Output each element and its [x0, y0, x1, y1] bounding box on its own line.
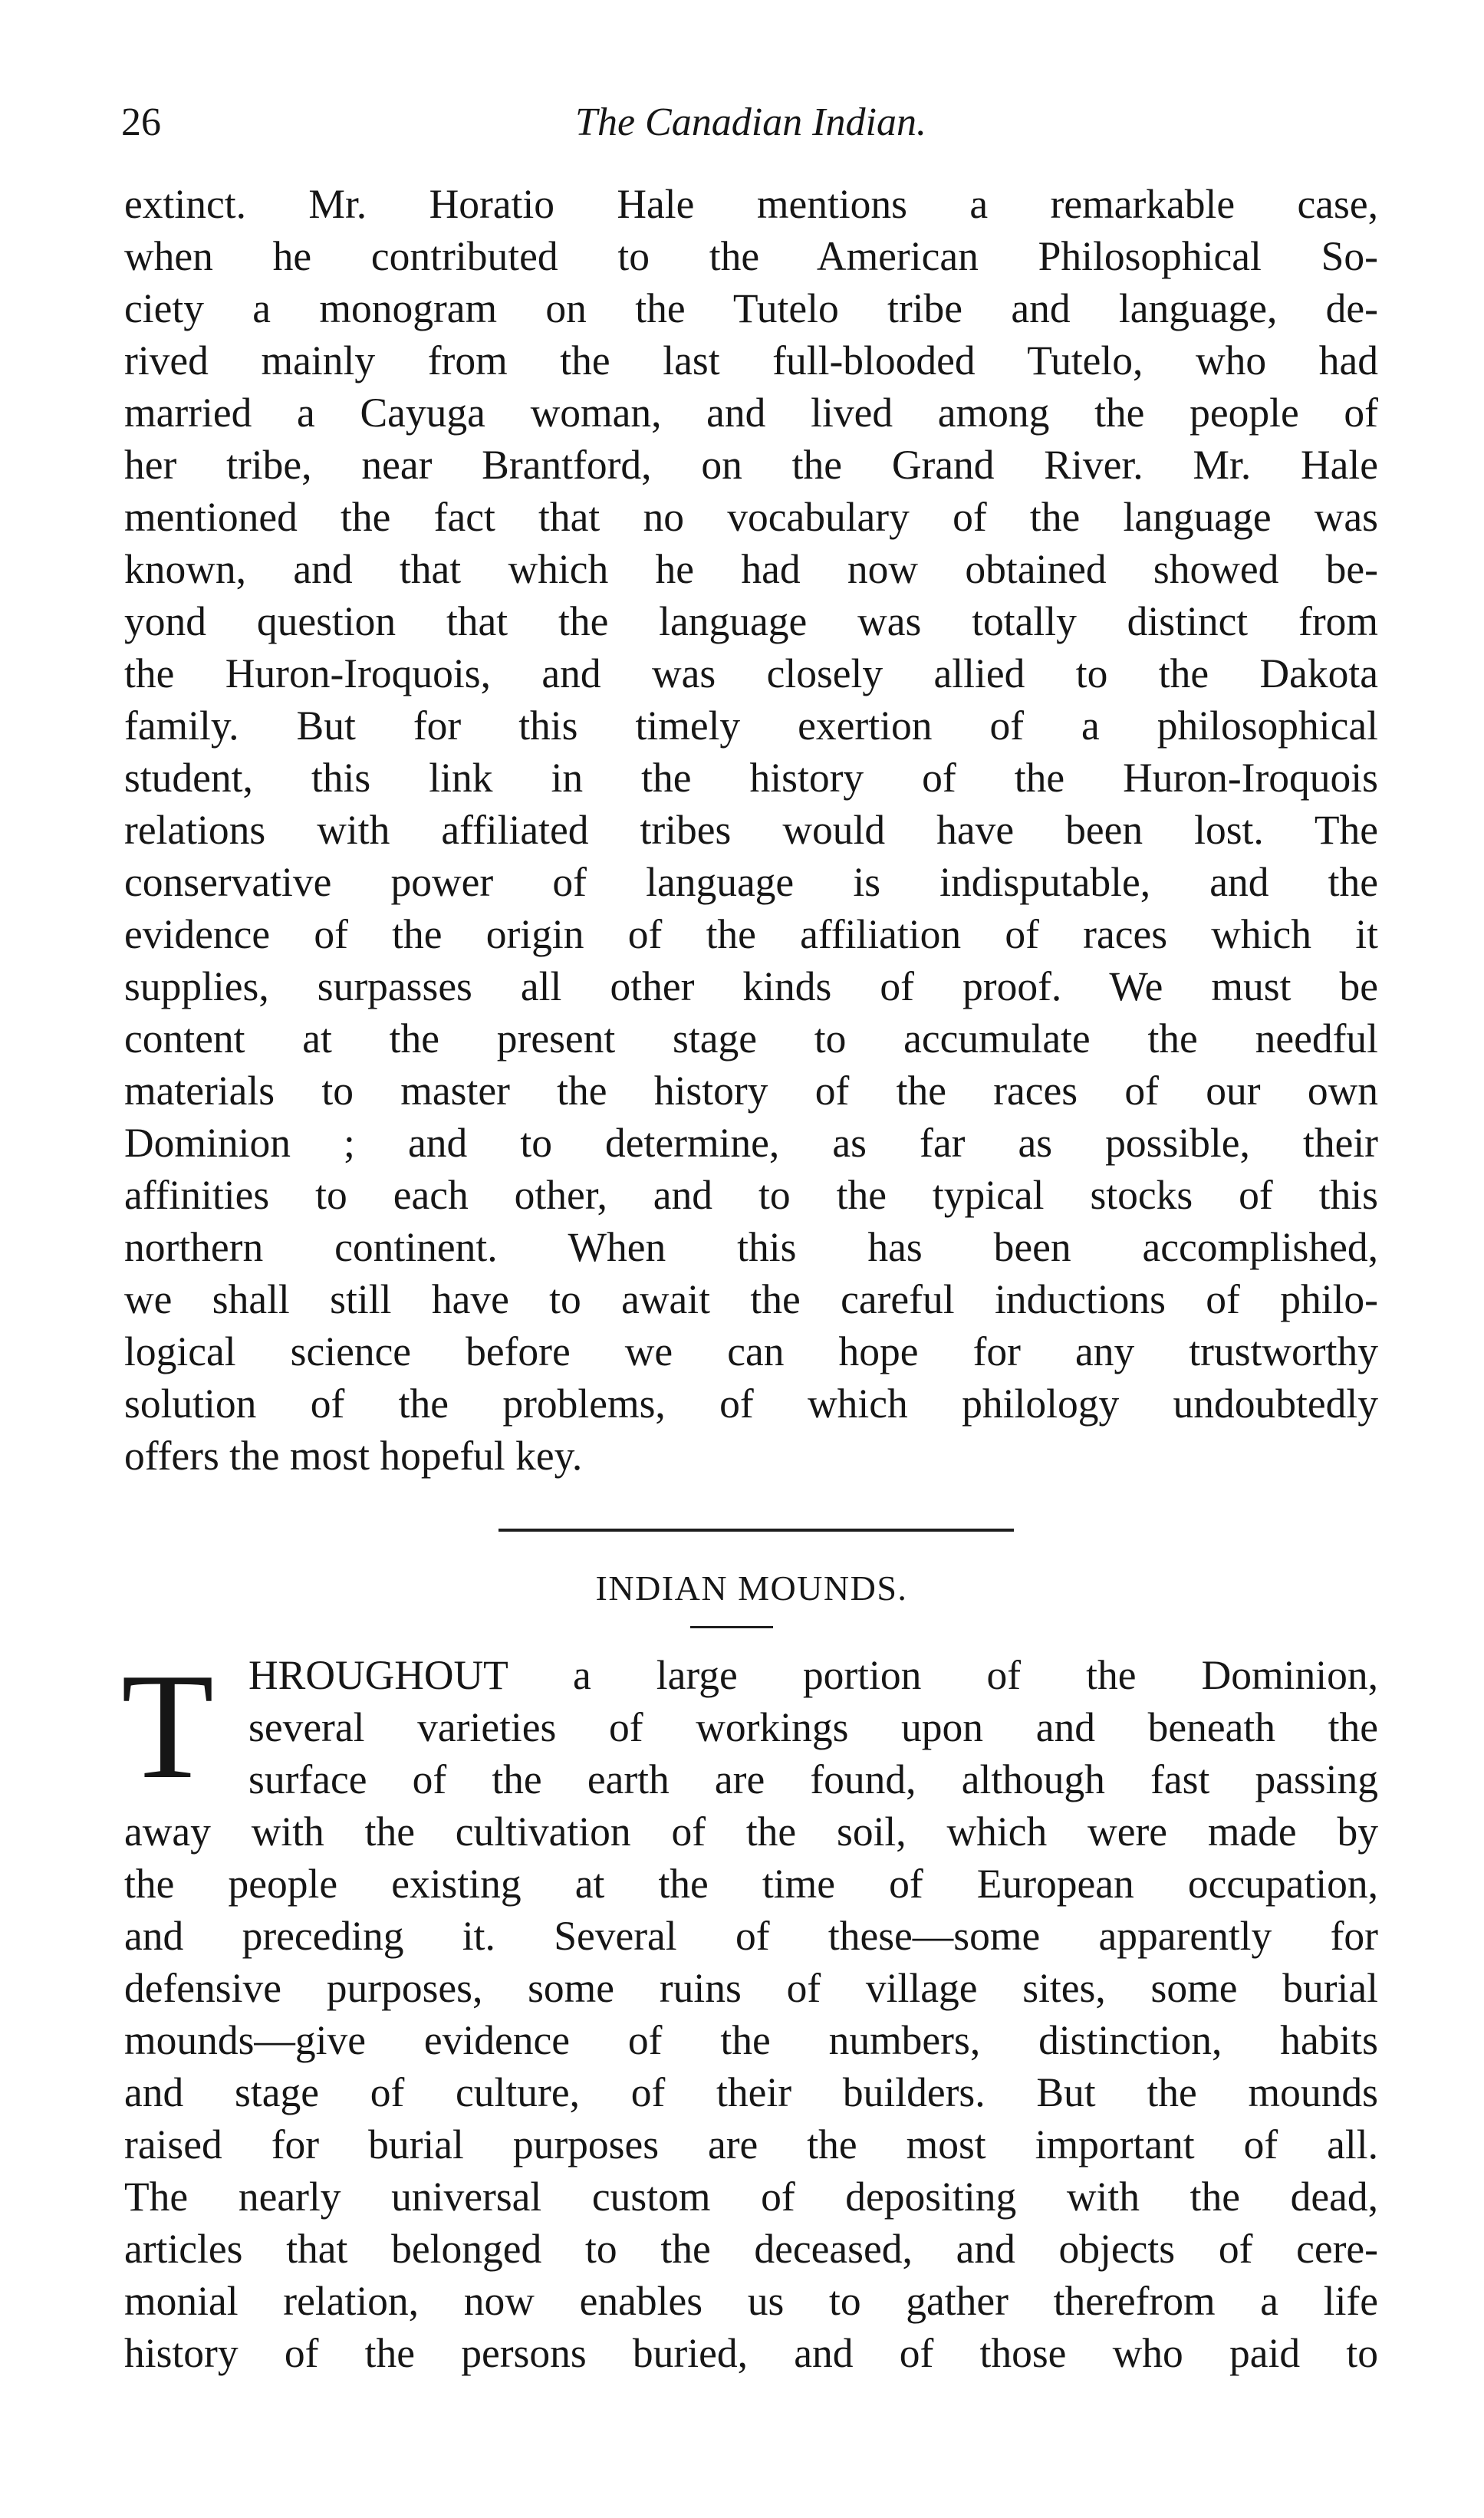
text-line: rived mainly from the last full-blooded Tutelo, who had — [124, 337, 1378, 383]
text-line: extinct. Mr. Horatio Hale mentions a remarkable case, — [124, 181, 1378, 227]
text-line: monial relation, now enables us to gather therefrom a life — [124, 2278, 1378, 2324]
text-line: evidence of the origin of the affiliation of races which it — [124, 911, 1378, 957]
heading-underline-rule — [690, 1626, 773, 1628]
text-line: articles that belonged to the deceased, and objects of cere- — [124, 2226, 1378, 2272]
text-line: known, and that which he had now obtained showed be- — [124, 546, 1378, 592]
text-line: conservative power of language is indisputable, and the — [124, 859, 1378, 905]
paragraph-indian-mounds — [124, 1649, 1378, 2379]
text-line: student, this link in the history of the Huron-Iroquois — [124, 755, 1378, 801]
text-line: mounds—give evidence of the numbers, distinction, habits — [124, 2017, 1378, 2063]
text-line: the people existing at the time of European occupation, — [124, 1861, 1378, 1907]
text-line: away with the cultivation of the soil, which were made by — [124, 1809, 1378, 1855]
text-line: we shall still have to await the careful inductions of philo- — [124, 1276, 1378, 1322]
text-line: several varieties of workings upon and beneath the — [248, 1704, 1378, 1750]
text-line: offers the most hopeful key. — [124, 1433, 583, 1479]
text-line: HROUGHOUT a large portion of the Dominion, — [248, 1652, 1378, 1698]
text-line: content at the present stage to accumulate the needful — [124, 1015, 1378, 1062]
text-line: when he contributed to the American Philosophical So- — [124, 233, 1378, 279]
text-line: yond question that the language was totally distinct from — [124, 598, 1378, 644]
text-line: surface of the earth are found, although fast passing — [248, 1756, 1378, 1802]
paragraph-mr-hale-tutelo — [124, 178, 1378, 1482]
text-line: her tribe, near Brantford, on the Grand River. Mr. Hale — [124, 442, 1378, 488]
text-line: raised for burial purposes are the most important of all. — [124, 2121, 1378, 2167]
section-divider-rule — [499, 1529, 1014, 1532]
section-heading: INDIAN MOUNDS. — [595, 1568, 908, 1608]
text-line: supplies, surpasses all other kinds of proof. We must be — [124, 963, 1378, 1009]
text-line: and preceding it. Several of these—some apparently for — [124, 1913, 1378, 1959]
text-line: materials to master the history of the races of our own — [124, 1068, 1378, 1114]
text-line: affinities to each other, and to the typical stocks of this — [124, 1172, 1378, 1218]
text-line: northern continent. When this has been accomplished, — [124, 1224, 1378, 1270]
text-line: married a Cayuga woman, and lived among the people of — [124, 390, 1378, 436]
text-line: the Huron-Iroquois, and was closely allied to the Dakota — [124, 650, 1378, 696]
text-line: The nearly universal custom of depositing with the dead, — [124, 2174, 1378, 2220]
text-line: and stage of culture, of their builders. But the mounds — [124, 2069, 1378, 2115]
text-line: logical science before we can hope for any trustworthy — [124, 1328, 1378, 1374]
text-line: defensive purposes, some ruins of village sites, some burial — [124, 1965, 1378, 2011]
running-head — [121, 92, 1380, 153]
running-title: The Canadian Indian. — [575, 100, 926, 144]
text-line: history of the persons buried, and of those who paid to — [124, 2330, 1378, 2376]
text-line: family. But for this timely exertion of a philosophical — [124, 703, 1378, 749]
drop-cap-initial: T — [121, 1642, 214, 1810]
text-line: relations with affiliated tribes would have been lost. The — [124, 807, 1378, 853]
text-line: solution of the problems, of which philology undoubtedly — [124, 1381, 1378, 1427]
page-number: 26 — [121, 100, 161, 144]
text-line: mentioned the fact that no vocabulary of the language was — [124, 494, 1378, 540]
text-line: Dominion ; and to determine, as far as possible, their — [124, 1120, 1378, 1166]
text-line: ciety a monogram on the Tutelo tribe and language, de- — [124, 285, 1378, 331]
